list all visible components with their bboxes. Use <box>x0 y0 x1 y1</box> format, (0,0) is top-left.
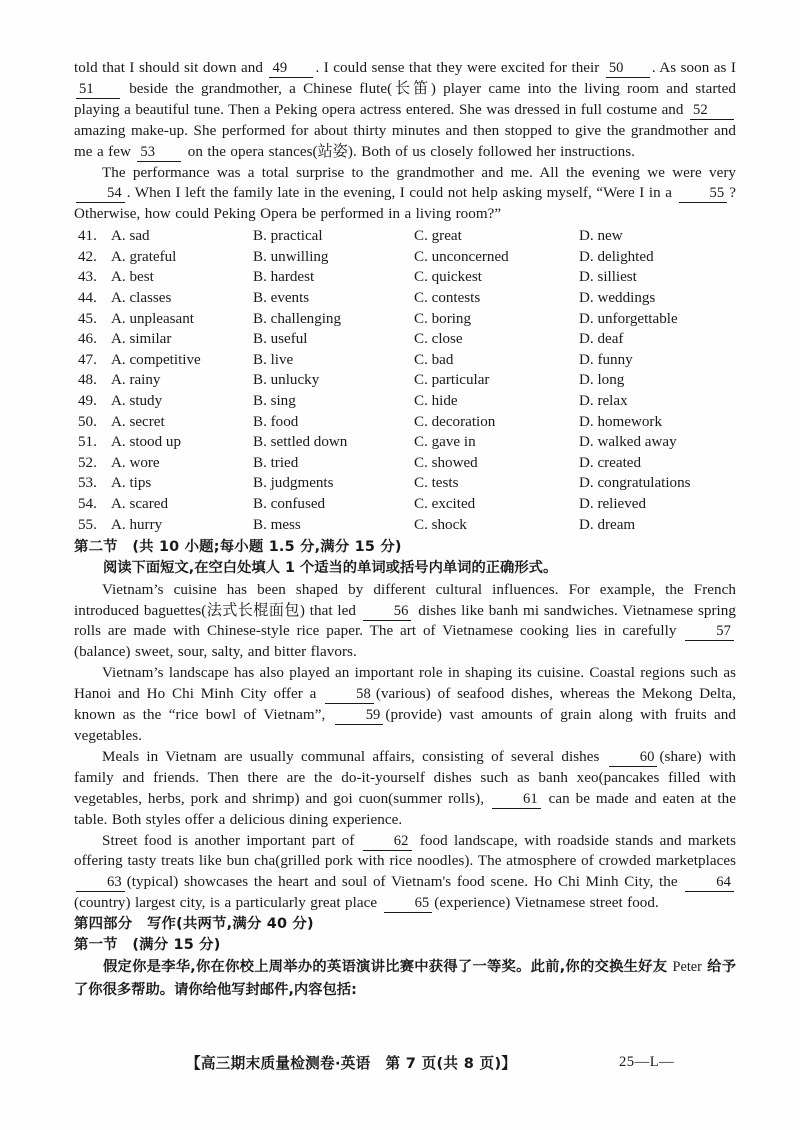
mc-option-A[interactable]: A. tips <box>111 475 152 492</box>
answer-blank-62[interactable]: 62 <box>363 833 412 851</box>
mc-option-D[interactable]: D. unforgettable <box>579 310 678 327</box>
answer-blank-60[interactable]: 60 <box>609 749 658 767</box>
mc-option-A[interactable]: A. scared <box>111 495 168 512</box>
mc-option-A[interactable]: A. classes <box>111 290 172 307</box>
mc-row <box>74 432 736 453</box>
grammar-paragraph-3: Meals in Vietnam are usually communal affairs, consisting of several dishes 60 (share) with family and friends. Then there are the do-it-yourself dishes such as banh xeo(pancakes filled with vegetables, herbs, pork and shrimp) and goi cuon(summer rolls), 61 can be made and eaten at the table. Both styles offer a delicious dining experience. <box>74 748 737 828</box>
mc-option-D[interactable]: D. homework <box>579 413 663 430</box>
mc-option-B[interactable]: B. settled down <box>253 434 348 451</box>
mc-option-C[interactable]: C. great <box>414 228 462 245</box>
mc-option-A[interactable]: A. unpleasant <box>111 310 194 327</box>
mc-question-number: 50. <box>78 413 97 430</box>
grammar-paragraph-1: Vietnam’s cuisine has been shaped by different cultural influences. For example, the French introduced baguettes(法式长棍面包) that led 56 dishes like banh mi sandwiches. Vietnamese spring rolls are made with Chinese-style rice paper. The art of Vietnamese cooking lies in carefully 57(balance) sweet, sour, salty, and bitter flavors. <box>74 581 736 661</box>
mc-option-B[interactable]: B. events <box>253 290 310 307</box>
mc-option-A[interactable]: A. secret <box>111 413 165 430</box>
mc-question-number: 49. <box>78 393 97 409</box>
answer-blank-59[interactable]: 59 <box>335 707 384 725</box>
mc-option-D[interactable]: D. funny <box>579 351 633 368</box>
mc-option-B[interactable]: B. sing <box>253 393 296 409</box>
page-footer <box>74 1052 736 1078</box>
mc-question-number: 41. <box>78 228 97 245</box>
mc-option-A[interactable]: A. stood up <box>111 434 182 451</box>
writing-prompt-line1: 假定你是李华,你在你校上周举办的英语演讲比赛中获得了一等奖。此前,你的交换生好 <box>103 959 653 976</box>
mc-option-B[interactable]: B. useful <box>253 331 308 348</box>
mc-option-A[interactable]: A. study <box>111 393 163 409</box>
mc-option-D[interactable]: D. walked away <box>579 434 677 451</box>
mc-option-A[interactable]: A. hurry <box>111 516 163 533</box>
mc-option-D[interactable]: D. created <box>579 454 642 471</box>
mc-row <box>74 412 736 433</box>
answer-blank-57[interactable]: 57 <box>685 623 734 641</box>
mc-option-C[interactable]: C. quickest <box>414 269 482 286</box>
mc-question-number: 47. <box>78 351 97 368</box>
answer-blank-64[interactable]: 64 <box>685 874 734 892</box>
footer-title: 【高三期末质量检测卷·英语 第 7 页(共 8 页)】 <box>186 1055 517 1072</box>
page-content <box>74 58 736 1001</box>
mc-option-A[interactable]: A. rainy <box>111 372 161 389</box>
mc-question-number: 46. <box>78 331 97 348</box>
mc-question-number: 54. <box>78 495 97 512</box>
writing-prompt-post: 给予了你很多帮助。请你给他写封邮件,内容包括: <box>74 959 737 998</box>
writing-prompt <box>74 956 736 1001</box>
mc-option-C[interactable]: C. unconcerned <box>414 248 509 265</box>
writing-prompt-name: Peter <box>672 959 702 976</box>
mc-option-D[interactable]: D. relieved <box>579 495 647 512</box>
mc-option-B[interactable]: B. practical <box>253 228 323 245</box>
mc-question-number: 45. <box>78 310 97 327</box>
mc-option-B[interactable]: B. live <box>253 351 294 368</box>
mc-question-number: 42. <box>78 248 97 265</box>
answer-blank-52[interactable]: 52 <box>690 102 734 120</box>
mc-question-number: 55. <box>78 516 97 533</box>
mc-option-B[interactable]: B. challenging <box>253 310 342 327</box>
answer-blank-61[interactable]: 61 <box>492 791 541 809</box>
mc-option-D[interactable]: D. deaf <box>579 331 624 348</box>
mc-question-number: 52. <box>78 454 97 471</box>
mc-option-B[interactable]: B. tried <box>253 454 299 471</box>
cloze-paragraph-2: The performance was a total surprise to the grandmother and me. All the evening we were very 54 . When I left the family late in the evening, I could not help asking myself, “Were I in a 55 ? Otherwise, how could Peking Opera be performed in a living room?” <box>74 164 736 223</box>
mc-row <box>74 391 736 412</box>
cloze-paragraph-1: told that I should sit down and 49 . I could sense that they were excited for their 50 . As soon as I 51 beside the grandmother, a Chinese flute(长笛) player came into the living room and started playing a beautiful tune. Then a Peking opera actress entered. She was dressed in full costume and 52 amazing make-up. She performed for about thirty minutes and then stopped to give the grandmother and me a few 53 on the opera stances(站姿). Both of us closely followed her instructions. <box>74 60 736 160</box>
answer-blank-63[interactable]: 63 <box>76 874 125 892</box>
mc-option-C[interactable]: C. decoration <box>414 413 496 430</box>
mc-option-C[interactable]: C. gave in <box>414 434 476 451</box>
multiple-choice-list <box>74 226 736 535</box>
mc-option-B[interactable]: B. food <box>253 413 299 430</box>
mc-option-C[interactable]: C. contests <box>414 290 481 307</box>
mc-option-C[interactable]: C. close <box>414 331 463 348</box>
mc-option-A[interactable]: A. competitive <box>111 351 201 368</box>
answer-blank-56[interactable]: 56 <box>363 603 412 621</box>
mc-option-D[interactable]: D. congratulations <box>579 475 691 492</box>
mc-option-B[interactable]: B. unwilling <box>253 248 329 265</box>
mc-option-D[interactable]: D. new <box>579 228 623 245</box>
mc-option-A[interactable]: A. grateful <box>111 248 177 265</box>
mc-row <box>74 309 736 330</box>
mc-question-number: 51. <box>78 434 97 451</box>
mc-row <box>74 453 736 474</box>
mc-option-B[interactable]: B. hardest <box>253 269 315 286</box>
mc-question-number: 48. <box>78 372 97 389</box>
mc-option-A[interactable]: A. wore <box>111 454 160 471</box>
mc-option-A[interactable]: A. best <box>111 269 154 286</box>
grammar-paragraph-2: Vietnam’s landscape has also played an important role in shaping its cuisine. Coastal regions such as Hanoi and Ho Chi Minh City offer a 58 (various) of seafood dishes, whereas the Mekong Delta, known as the “rice bowl of Vietnam”, 59 (provide) vast amounts of grain along with fruits and vegetables. <box>74 665 736 744</box>
cloze-passage <box>74 58 736 225</box>
mc-option-D[interactable]: D. weddings <box>579 290 656 307</box>
mc-question-number: 44. <box>78 290 97 307</box>
answer-blank-51[interactable]: 51 <box>76 81 120 99</box>
mc-option-D[interactable]: D. relax <box>579 393 628 409</box>
mc-row <box>74 515 736 536</box>
mc-question-number: 43. <box>78 269 97 286</box>
mc-option-C[interactable]: C. boring <box>414 310 472 327</box>
answer-blank-49[interactable]: 49 <box>269 60 313 78</box>
mc-option-D[interactable]: D. dream <box>579 516 636 533</box>
mc-row <box>74 350 736 371</box>
mc-option-C[interactable]: C. tests <box>414 475 459 492</box>
section-two-heading: 第二节 (共 10 小题;每小题 1.5 分,满分 15 分) <box>74 539 402 556</box>
mc-option-D[interactable]: D. silliest <box>579 269 637 286</box>
mc-option-A[interactable]: A. similar <box>111 331 172 348</box>
answer-blank-54[interactable]: 54 <box>76 185 125 203</box>
mc-question-number: 53. <box>78 475 97 492</box>
footer-code: 25—L— <box>619 1054 675 1070</box>
part-four-heading: 第四部分 写作(共两节,满分 40 分) <box>74 916 314 933</box>
mc-option-C[interactable]: C. bad <box>414 351 454 368</box>
mc-row <box>74 247 736 268</box>
grammar-paragraph-4: Street food is another important part of 62 food landscape, with roadside stands and markets offering tasty treats like bun cha(grilled pork with rice noodles). The atmosphere of crowded marketplaces 63 (typical) showcases the heart and soul of Vietnam's food scene. Ho Chi Minh City, the 64(country) largest city, is a particularly great place 65 (experience) Vietnamese street food. <box>74 832 736 912</box>
mc-option-B[interactable]: B. confused <box>253 495 326 512</box>
mc-option-C[interactable]: C. excited <box>414 495 476 512</box>
mc-row <box>74 226 736 247</box>
mc-row <box>74 370 736 391</box>
mc-row <box>74 494 736 515</box>
mc-option-B[interactable]: B. judgments <box>253 475 334 492</box>
writing-prompt-pre: 友 <box>652 959 673 976</box>
mc-row <box>74 288 736 309</box>
answer-blank-53[interactable]: 53 <box>137 144 181 162</box>
mc-option-C[interactable]: C. showed <box>414 454 478 471</box>
mc-option-D[interactable]: D. delighted <box>579 248 654 265</box>
answer-blank-65[interactable]: 65 <box>384 895 433 913</box>
mc-row <box>74 267 736 288</box>
mc-option-B[interactable]: B. unlucky <box>253 372 320 389</box>
mc-option-D[interactable]: D. long <box>579 372 625 389</box>
mc-option-C[interactable]: C. shock <box>414 516 467 533</box>
answer-blank-55[interactable]: 55 <box>679 185 728 203</box>
mc-option-C[interactable]: C. hide <box>414 393 458 409</box>
grammar-fill-passage <box>74 580 736 915</box>
mc-row <box>74 473 736 494</box>
mc-option-A[interactable]: A. sad <box>111 228 150 245</box>
mc-row <box>74 329 736 350</box>
section-two-instruction: 阅读下面短文,在空白处填人 1 个适当的单词或括号内单词的正确形式。 <box>103 560 558 577</box>
part-four-section-one-heading: 第一节 (满分 15 分) <box>74 937 221 954</box>
answer-blank-58[interactable]: 58 <box>325 686 374 704</box>
mc-option-C[interactable]: C. particular <box>414 372 490 389</box>
mc-option-B[interactable]: B. mess <box>253 516 301 533</box>
answer-blank-50[interactable]: 50 <box>606 60 650 78</box>
